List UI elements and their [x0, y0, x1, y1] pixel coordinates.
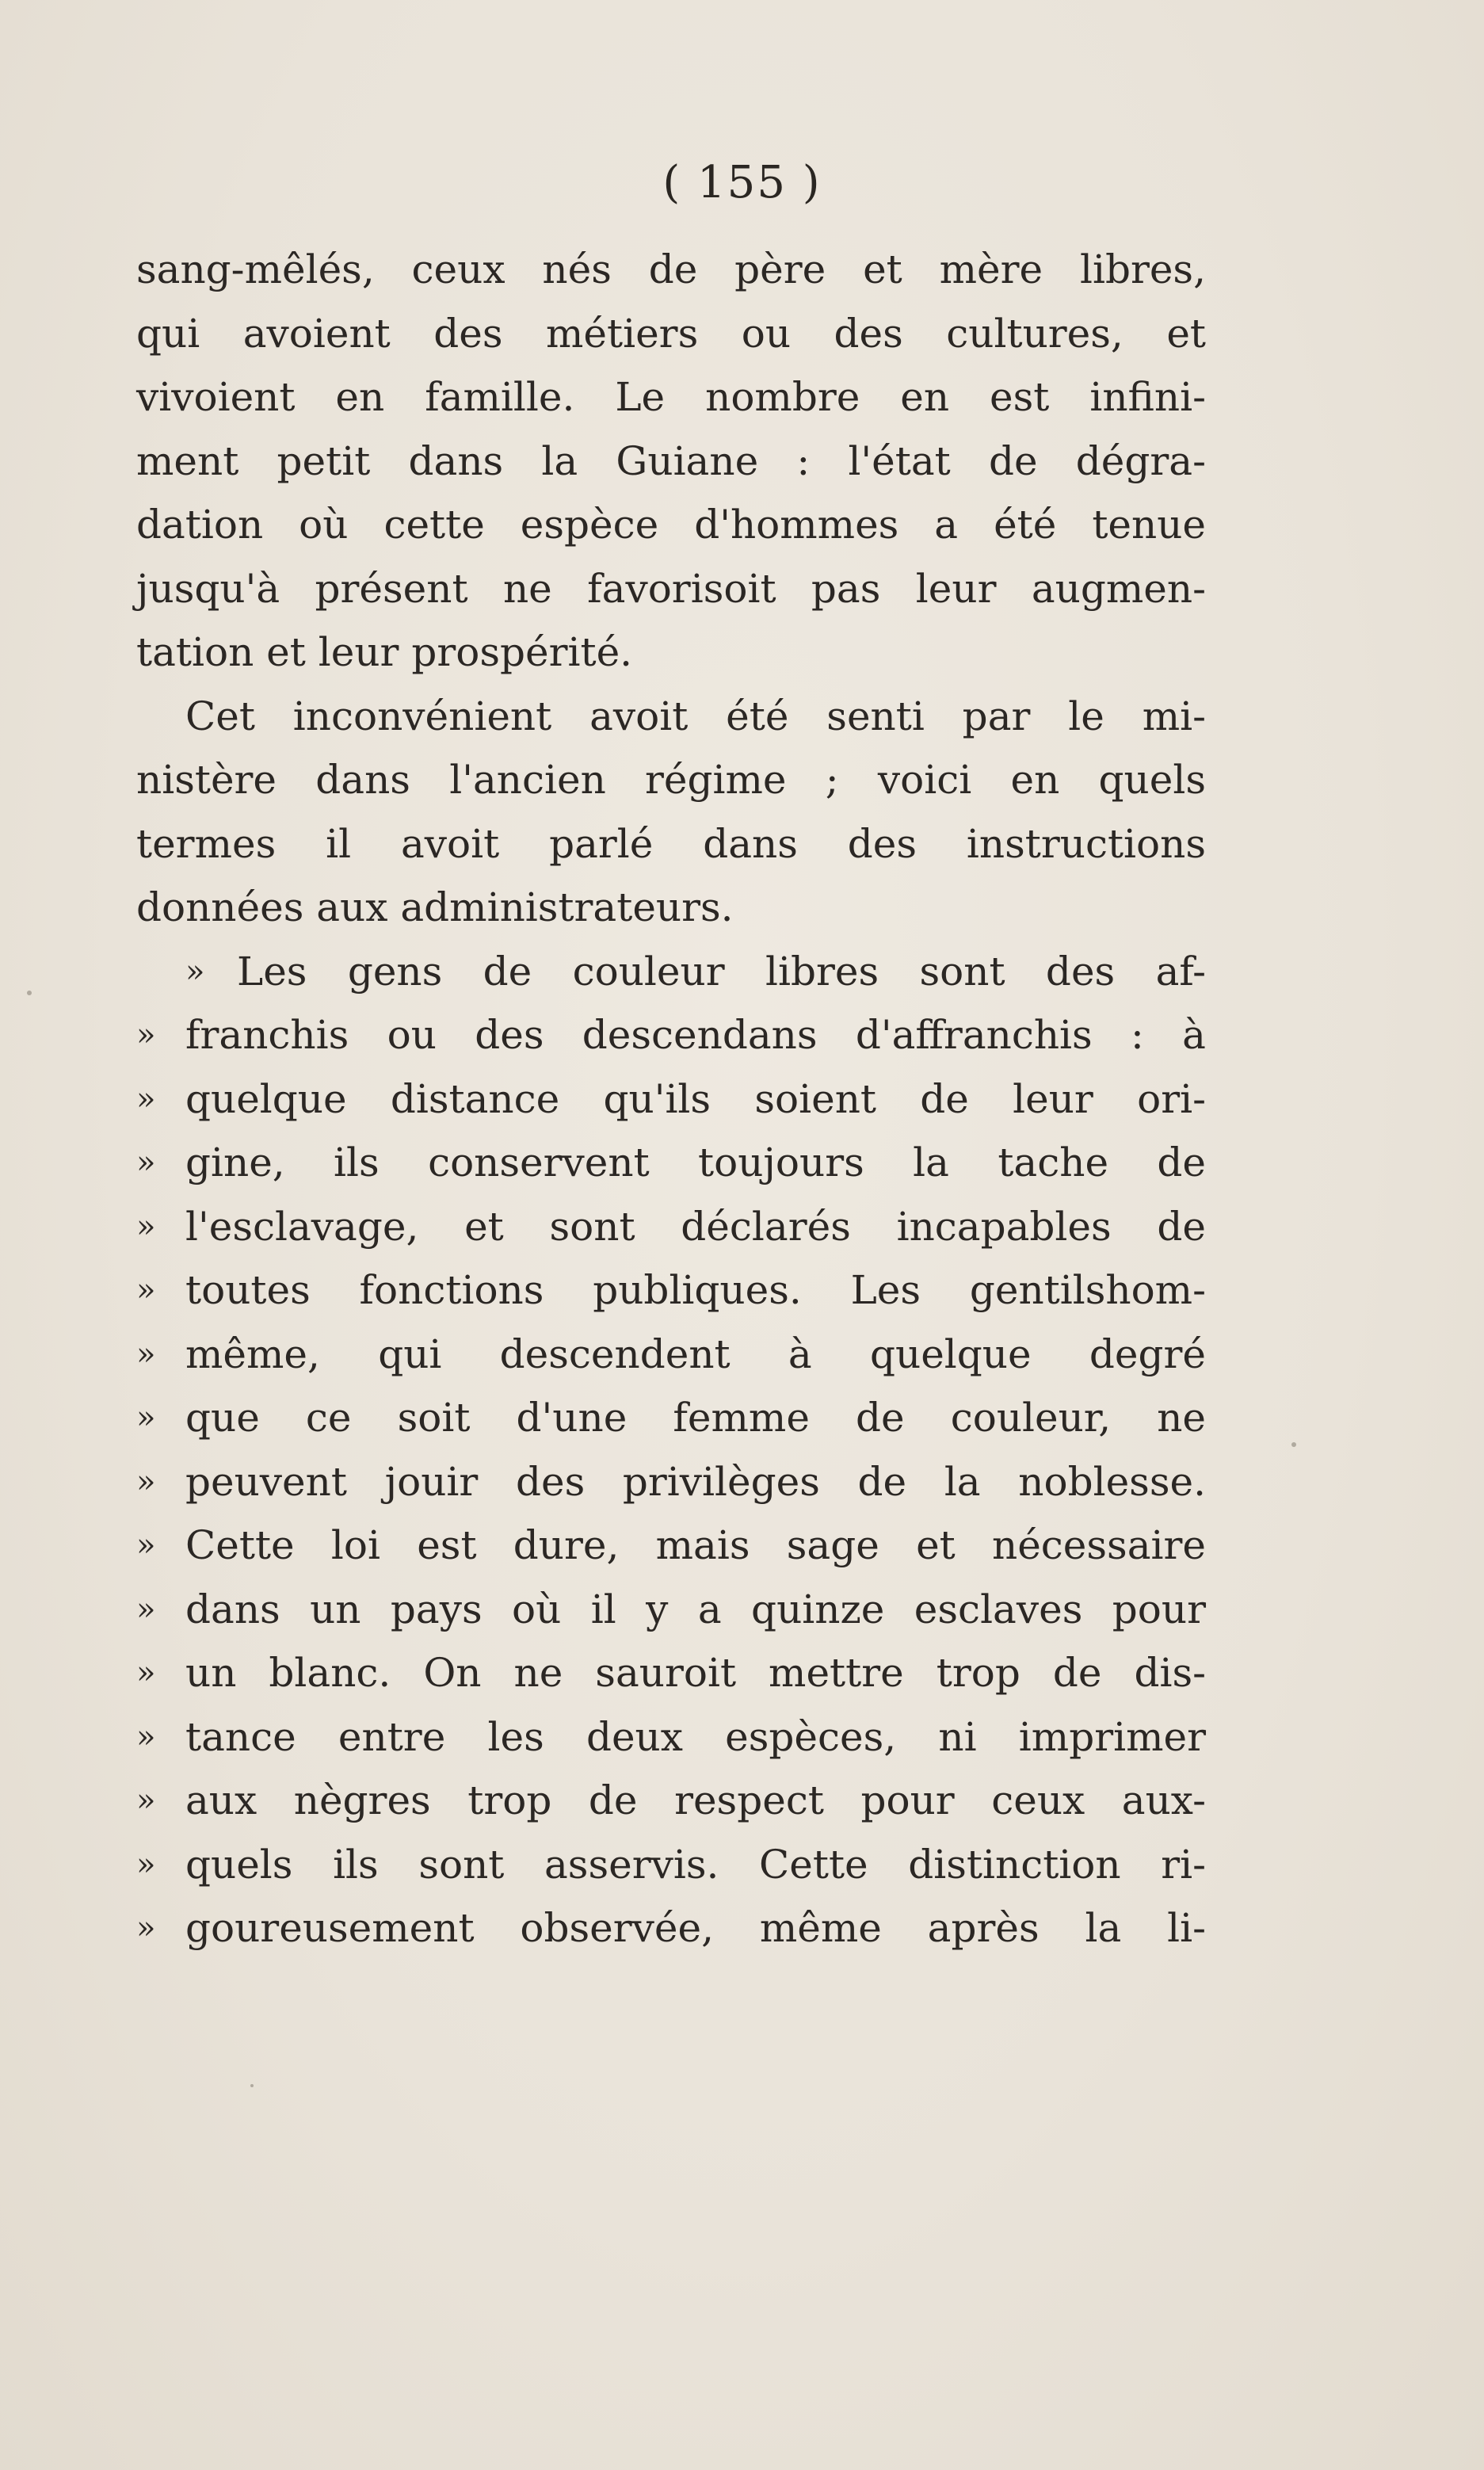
text-line: dation où cette espèce d'hommes a été tenue	[136, 502, 1206, 548]
quote-mark: »	[185, 952, 205, 990]
quote-text: tance entre les deux espèces, ni imprimer	[185, 1713, 1206, 1760]
text-line: sang-mêlés, ceux nés de père et mère libres,	[136, 246, 1206, 292]
quote-mark: »	[136, 1782, 156, 1819]
quote-text: quels ils sont asservis. Cette distinction ri-	[185, 1841, 1206, 1888]
quote-mark: »	[136, 1208, 156, 1245]
quote-text: toutes fonctions publiques. Les gentilshom-	[185, 1267, 1206, 1313]
page-number: ( 155 )	[662, 157, 822, 208]
quote-text: quelque distance qu'ils soient de leur ori-	[185, 1075, 1206, 1122]
quote-text: franchis ou des descendans d'affranchis : à	[185, 1012, 1206, 1058]
text-line: ment petit dans la Guiane : l'état de dégra-	[136, 437, 1206, 484]
quote-mark: »	[136, 1463, 156, 1500]
quote-line	[136, 1769, 1206, 1833]
text-line: jusqu'à présent ne favorisoit pas leur augmen-	[136, 565, 1206, 612]
quote-line	[136, 1258, 1206, 1323]
text-line: Cet inconvénient avoit été senti par le mi-	[185, 693, 1206, 739]
quote-mark: »	[136, 1655, 156, 1691]
quote-line	[136, 1067, 1206, 1132]
quote-line	[136, 1323, 1206, 1387]
quote-line	[136, 1578, 1206, 1642]
paper-speck	[27, 991, 32, 995]
text-line: qui avoient des métiers ou des cultures, et	[136, 310, 1206, 357]
quote-line	[136, 1514, 1206, 1578]
quote-text: dans un pays où il y a quinze esclaves pour	[185, 1586, 1206, 1632]
quote-line	[136, 1641, 1206, 1705]
quote-mark: »	[136, 1718, 156, 1755]
paper-speck	[1291, 1442, 1296, 1447]
quote-line	[136, 1003, 1206, 1067]
quote-line	[136, 940, 1206, 1004]
quote-mark: »	[136, 1846, 156, 1883]
quote-line	[136, 1131, 1206, 1195]
text-line: tation et leur prospérité.	[136, 629, 633, 675]
page-text	[136, 238, 1206, 1960]
quote-line	[136, 1195, 1206, 1259]
quote-mark: »	[136, 1017, 156, 1053]
quote-mark: »	[136, 1399, 156, 1436]
quote-mark: »	[136, 1590, 156, 1628]
quote-text: un blanc. On ne sauroit mettre trop de dis-	[185, 1650, 1206, 1696]
text-line: nistère dans l'ancien régime ; voici en quels	[136, 757, 1206, 803]
text-line: vivoient en famille. Le nombre en est infini-	[136, 374, 1206, 420]
quote-line	[136, 1896, 1206, 1960]
quote-mark: »	[136, 1272, 156, 1308]
quote-line	[136, 1833, 1206, 1897]
quote-text: Les gens de couleur libres sont des af-	[237, 948, 1206, 994]
quote-line	[136, 1705, 1206, 1769]
quote-line	[136, 1450, 1206, 1514]
quote-mark: »	[136, 1335, 156, 1372]
paper-speck	[250, 2084, 254, 2087]
quote-line	[136, 1386, 1206, 1450]
quote-mark: »	[136, 1910, 156, 1946]
quote-mark: »	[136, 1080, 156, 1117]
quote-text: gine, ils conservent toujours la tache de	[185, 1140, 1206, 1185]
quote-text: goureusement observée, même après la li-	[185, 1905, 1206, 1951]
quote-mark: »	[136, 1144, 156, 1181]
text-line: données aux administrateurs.	[136, 884, 734, 930]
text-line: termes il avoit parlé dans des instructions	[136, 820, 1206, 867]
quote-text: l'esclavage, et sont déclarés incapables de	[185, 1203, 1206, 1250]
quote-text: que ce soit d'une femme de couleur, ne	[185, 1395, 1206, 1441]
quote-mark: »	[136, 1527, 156, 1563]
quote-text: aux nègres trop de respect pour ceux aux-	[185, 1777, 1206, 1823]
quote-text: peuvent jouir des privilèges de la noblesse.	[185, 1458, 1206, 1505]
quote-text: Cette loi est dure, mais sage et nécessaire	[185, 1522, 1206, 1568]
quote-text: même, qui descendent à quelque degré	[185, 1330, 1206, 1377]
